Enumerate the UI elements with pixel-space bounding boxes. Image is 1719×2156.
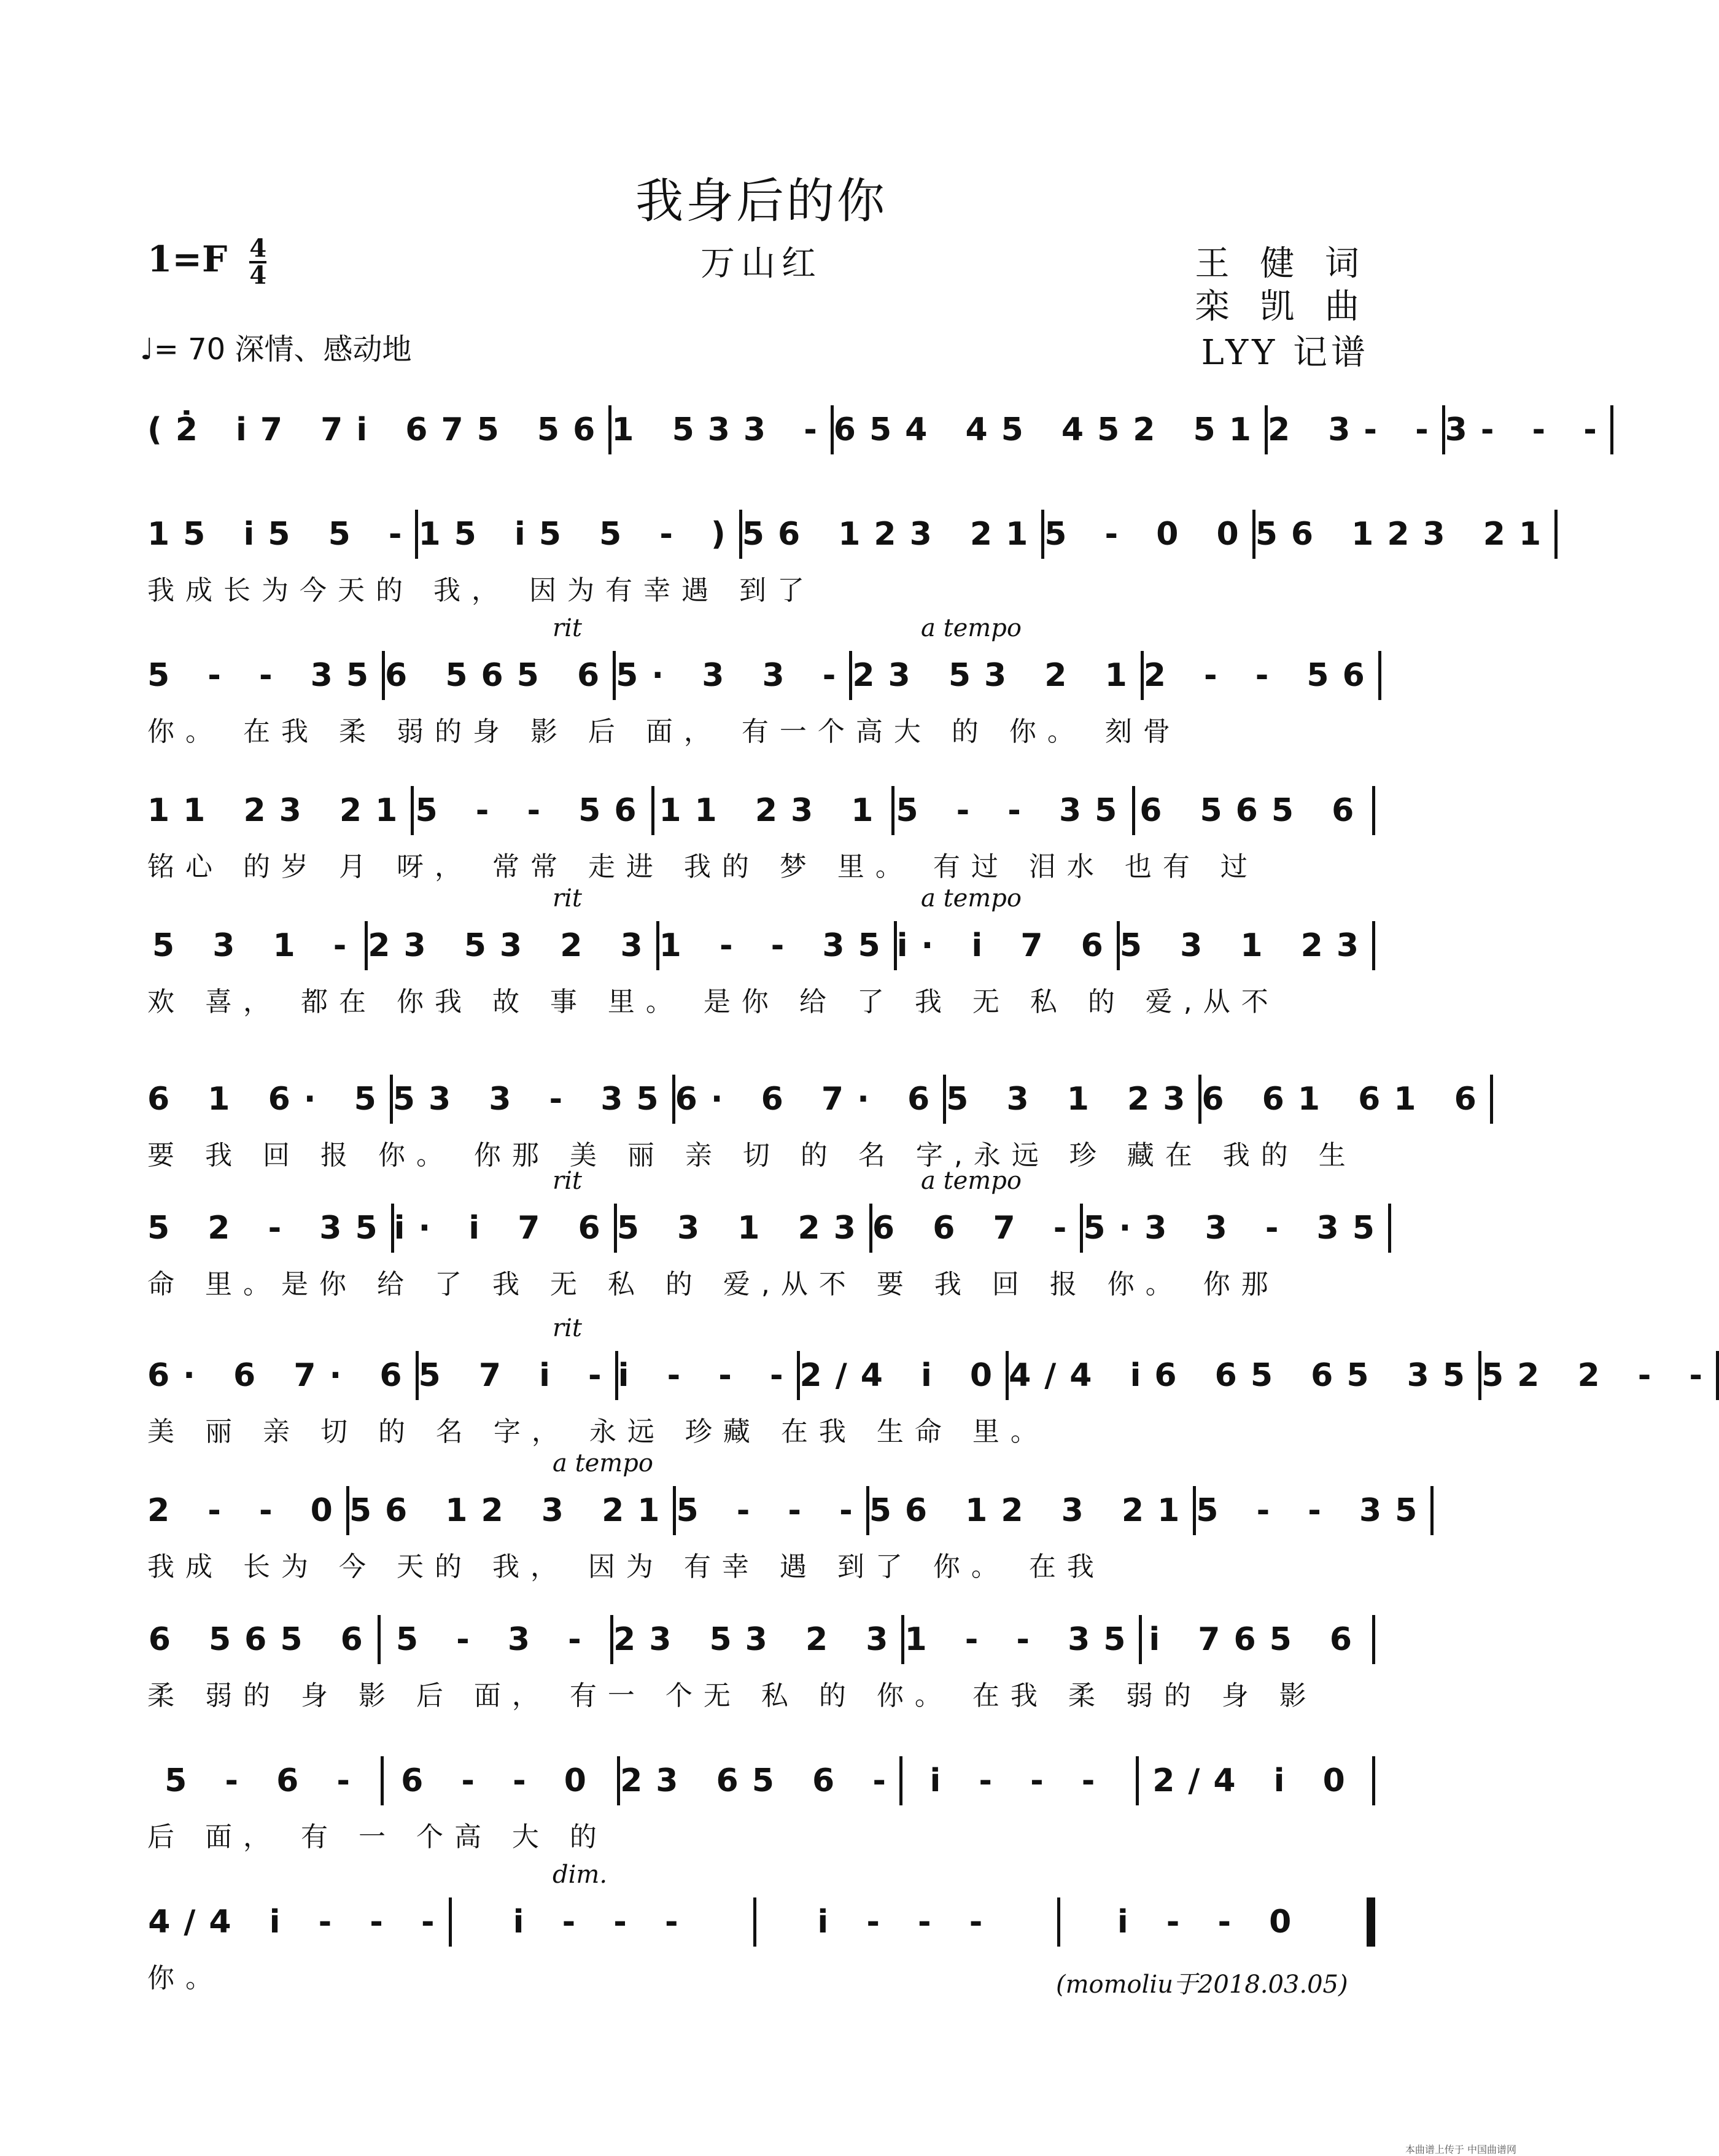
measure: 5 3 1 -: [152, 927, 360, 964]
measure: 11 23 1: [659, 792, 887, 829]
tempo-marking: ♩= 70 深情、感动地: [140, 332, 412, 367]
measure: 5 3 1 23: [616, 1210, 869, 1247]
bar-line: [1372, 921, 1375, 970]
measure: 15 i̇5 5 -: [147, 516, 416, 553]
expression-mark: rit: [553, 614, 582, 642]
measure: 5 - - 35: [147, 657, 382, 694]
song-title: 我身后的你: [635, 174, 887, 229]
notation-row: [147, 786, 1375, 835]
notation-row: [147, 405, 1610, 454]
expression-mark: a tempo: [553, 1449, 653, 1477]
bar-line: [1554, 510, 1558, 559]
measure: 654 45 452 51: [833, 411, 1265, 448]
measure: i̇· i̇ 7 6: [896, 927, 1117, 964]
expression-mark: dim.: [553, 1861, 608, 1889]
lyrics-row: 后 面， 有 一 个高 大 的: [147, 1821, 608, 1853]
measure: 23 53 2 3: [368, 927, 656, 964]
expression-mark: a tempo: [921, 1167, 1022, 1195]
measure: i̇ - - 0: [1117, 1904, 1305, 1940]
lyrics-row: 我成长为今天的 我， 因为有幸遇 到了: [147, 575, 815, 606]
measure: 53 3 - 35: [392, 1081, 672, 1118]
measure: i̇ 765 6: [1149, 1621, 1366, 1658]
measure: 1 - - 35: [904, 1621, 1139, 1658]
measure: 6· 6 7· 6: [147, 1357, 416, 1394]
measure: 5 - - 35: [1196, 1492, 1431, 1529]
measure: 23 53 2 1: [852, 657, 1141, 694]
measure: 52 2 - -: [1481, 1357, 1717, 1394]
notation-row: [147, 1615, 1375, 1664]
notation-row: [147, 651, 1378, 700]
key-label: 1=F: [147, 238, 228, 280]
notation-row: [147, 1204, 1388, 1253]
lyrics-row: 我成 长为 今 天的 我， 因为 有幸 遇 到了 你。 在我: [147, 1551, 1105, 1582]
notation-row: [147, 1351, 1717, 1400]
bar-line: [1367, 1897, 1375, 1947]
measure: 3- - -: [1445, 411, 1610, 448]
measure: 15 i̇5 5 - ): [418, 516, 739, 553]
measure: 4/4 i̇ - - -: [148, 1904, 448, 1940]
lyrics-row: 美 丽 亲 切 的 名 字， 永远 珍藏 在我 生命 里。: [147, 1416, 1049, 1447]
footer-watermark: 本曲谱上传于 中国曲谱网: [1405, 2144, 1516, 2155]
measure: 5· 3 3 -: [616, 657, 850, 694]
measure: i̇ - - -: [817, 1904, 996, 1940]
measure: 1 533 -: [611, 411, 831, 448]
notation-row: [147, 510, 1555, 559]
measure: 56 123 21: [742, 516, 1042, 553]
measure: 5 2 - 35: [147, 1210, 391, 1247]
measure: 1 - - 35: [659, 927, 894, 964]
measure: i̇ - - -: [929, 1762, 1109, 1799]
measure: 2 3- -: [1267, 411, 1442, 448]
composer-credit: 栾 凯 曲: [1195, 287, 1369, 327]
measure: i̇ - - -: [618, 1357, 797, 1394]
bar-line: [1490, 1075, 1493, 1124]
singer-name: 万山红: [700, 244, 822, 284]
expression-mark: rit: [553, 1314, 582, 1342]
measure: 56 12 3 21: [349, 1492, 673, 1529]
measure: 2 - - 0: [147, 1492, 346, 1529]
transcriber-credit: LYY 记谱: [1201, 333, 1369, 373]
expression-mark: a tempo: [921, 884, 1022, 913]
signature: (momoliu于2018.03.05): [1056, 1971, 1348, 1999]
measure: 6· 6 7· 6: [675, 1081, 944, 1118]
bar-line: [1716, 1351, 1719, 1400]
bar-line: [1372, 1615, 1375, 1664]
measure: 6 565 6: [385, 657, 613, 694]
expression-mark: rit: [553, 1167, 582, 1195]
measure: 5 7 i̇ -: [418, 1357, 615, 1394]
time-signature-top: 4: [249, 234, 267, 263]
measure: 6 565 6: [148, 1621, 376, 1658]
notation-row: [147, 1486, 1431, 1535]
notation-row: [147, 1897, 1375, 1947]
measure: i̇· i̇ 7 6: [394, 1210, 614, 1247]
bar-line: [1372, 1756, 1375, 1805]
measure: 5 - 6 -: [165, 1762, 363, 1799]
bar-line: [1378, 651, 1381, 700]
lyrics-row: 铭心 的岁 月 呀， 常常 走进 我的 梦 里。 有过 泪水 也有 过: [147, 851, 1259, 882]
measure: 2/4 i̇ 0: [1152, 1762, 1359, 1799]
measure: 5 - 0 0: [1044, 516, 1252, 553]
measure: 6 1 6· 5: [147, 1081, 390, 1118]
bar-line: [1430, 1486, 1434, 1535]
expression-mark: a tempo: [921, 614, 1022, 642]
measure: 6 61 61 6: [1201, 1081, 1490, 1118]
measure: 56 123 21: [1255, 516, 1555, 553]
measure: 5 - - 56: [415, 792, 650, 829]
expression-mark: rit: [553, 884, 582, 913]
measure: 6 6 7 -: [872, 1210, 1081, 1247]
measure: 6 - - 0: [401, 1762, 600, 1799]
measure: i̇ - - -: [513, 1904, 692, 1940]
measure: 5 3 1 23: [946, 1081, 1199, 1118]
lyrics-row: 要 我 回 报 你。 你那 美 丽 亲 切 的 名 字,永远 珍 藏在 我的 生: [147, 1140, 1357, 1171]
measure: 5·3 3 - 35: [1083, 1210, 1388, 1247]
measure: 5 3 1 23: [1119, 927, 1372, 964]
measure: 5 - - 35: [896, 792, 1131, 829]
lyricist-credit: 王 健 词: [1195, 244, 1369, 284]
bar-line: [1372, 786, 1375, 835]
measure: (2̇ i̇7 7i̇ 675 56: [147, 411, 609, 448]
measure: 23 65 6 -: [620, 1762, 899, 1799]
notation-row: [147, 1756, 1375, 1805]
measure: 6 565 6: [1139, 792, 1368, 829]
bar-line: [1388, 1204, 1391, 1253]
key-signature: [147, 236, 266, 288]
notation-row: [147, 921, 1375, 970]
measure: 2/4 i̇ 0: [799, 1357, 1006, 1394]
measure: 11 23 21: [147, 792, 411, 829]
time-signature: [249, 236, 266, 288]
lyrics-row: 你。: [147, 1963, 223, 1994]
bar-line: [1610, 405, 1613, 454]
notation-row: [147, 1075, 1490, 1124]
lyrics-row: 柔 弱的 身 影 后 面， 有一 个无 私 的 你。 在我 柔 弱的 身 影: [147, 1680, 1317, 1711]
lyrics-row: 欢 喜， 都在 你我 故 事 里。 是你 给 了 我 无 私 的 爱,从不: [147, 986, 1279, 1018]
measure: 4/4 i̇6 65 65 35: [1009, 1357, 1478, 1394]
time-signature-bottom: 4: [249, 261, 267, 290]
measure: 5 - 3 -: [395, 1621, 595, 1658]
lyrics-row: 你。 在我 柔 弱的身 影 后 面， 有一个高大 的 你。 刻骨: [147, 716, 1181, 747]
measure: 5 - - -: [676, 1492, 866, 1529]
measure: 23 53 2 3: [613, 1621, 902, 1658]
lyrics-row: 命 里。是你 给 了 我 无 私 的 爱,从不 要 我 回 报 你。 你那: [147, 1269, 1279, 1300]
measure: 56 12 3 21: [869, 1492, 1193, 1529]
measure: 2 - - 56: [1143, 657, 1378, 694]
